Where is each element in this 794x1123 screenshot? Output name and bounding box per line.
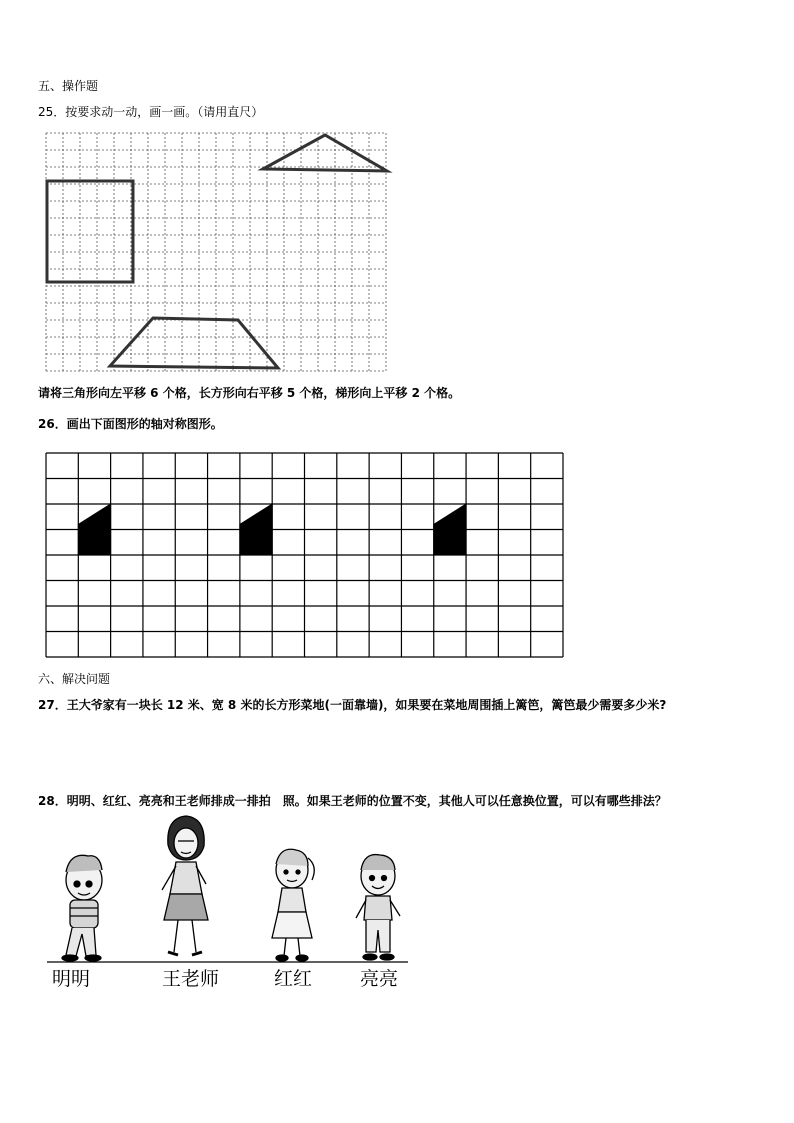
q28-text: 28．明明、红红、亮亮和王老师排成一排拍 照。如果王老师的位置不变，其他人可以任意换位置，可以有哪些排法？ bbox=[38, 794, 667, 808]
girl-honghong-figure bbox=[272, 849, 314, 961]
q25-title: 25．按要求动一动，画一画。（请用直尺） bbox=[38, 105, 264, 119]
boy-liangliang-figure bbox=[356, 855, 400, 960]
name-label-honghong: 红红 bbox=[274, 968, 313, 990]
q26-title: 26．画出下面图形的轴对称图形。 bbox=[38, 417, 223, 431]
name-label-liangliang: 亮亮 bbox=[360, 968, 399, 990]
q25-instruction: 请将三角形向左平移 6 个格，长方形向右平移 5 个格，梯形向上平移 2 个格。 bbox=[38, 386, 461, 400]
name-label-mingming: 明明 bbox=[52, 968, 91, 990]
section-six-title: 六、解决问题 bbox=[38, 672, 111, 686]
name-label-teacher-wang: 王老师 bbox=[162, 968, 220, 990]
q27-text: 27．王大爷家有一块长 12 米、宽 8 米的长方形菜地(一面靠墙)，如果要在菜地周围插上篱笆，篱笆最少需要多少米? bbox=[38, 698, 667, 712]
teacher-wang-figure bbox=[162, 816, 208, 955]
section-five-title: 五、操作题 bbox=[38, 79, 99, 93]
boy-mingming-figure bbox=[62, 855, 102, 961]
